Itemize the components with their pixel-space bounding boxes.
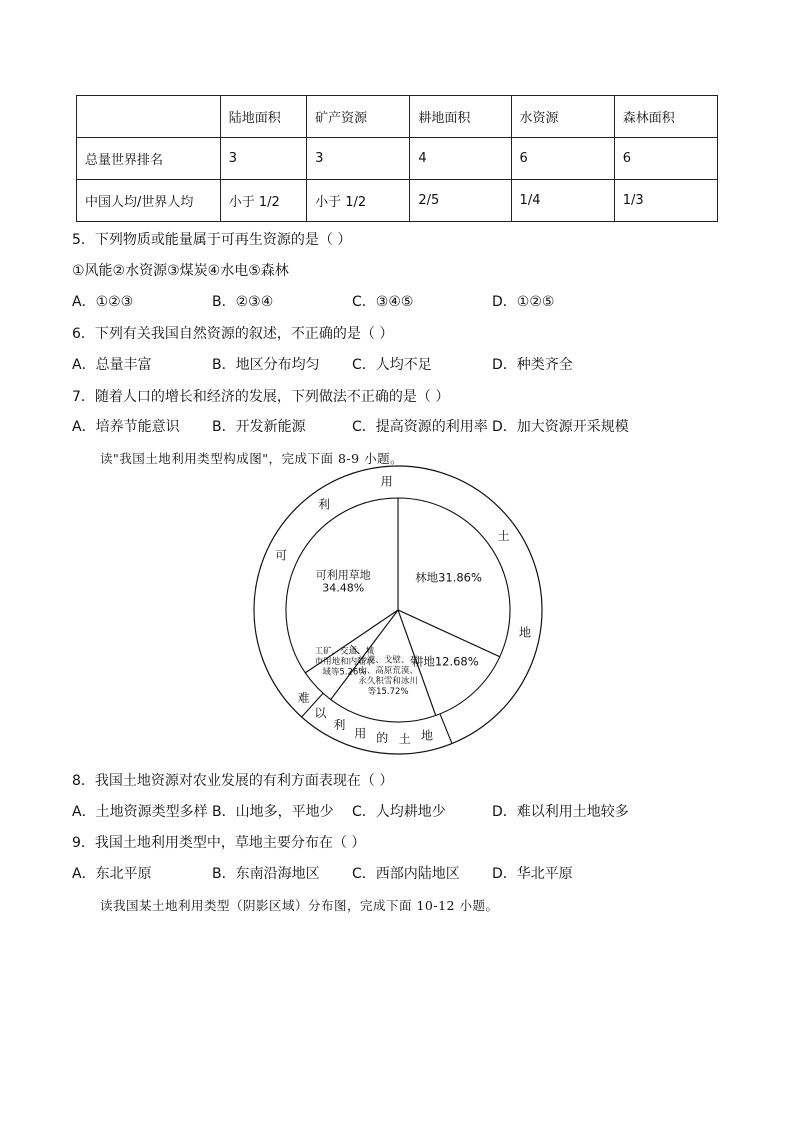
option-d: D．华北平原 (492, 866, 573, 882)
map-intro: 读我国某土地利用类型（阴影区域）分布图，完成下面 10-12 小题。 (100, 898, 499, 913)
table-header-cell: 矿产资源 (307, 96, 410, 138)
table-cell: 小于 1/2 (307, 180, 410, 222)
table-cell: 4 (410, 138, 511, 180)
ring-label-usable: 利 (318, 497, 331, 512)
table-cell: 3 (307, 138, 410, 180)
option-c: C．西部内陆地区 (352, 866, 460, 882)
option-d: D．加大资源开采规模 (492, 419, 629, 435)
table-cell: 3 (220, 138, 306, 180)
option-b: B．②③④ (212, 294, 274, 310)
option-b: B．山地多，平地少 (212, 804, 334, 820)
option-d: D．难以利用土地较多 (492, 804, 629, 820)
option-c: C．人均不足 (352, 357, 432, 373)
slice-label: 工矿，交通、城 (314, 646, 375, 657)
option-b: B．地区分布均匀 (212, 357, 320, 373)
table-header-cell: 森林面积 (614, 96, 717, 138)
ring-label-usable: 用 (380, 474, 393, 489)
table-cell: 1/3 (614, 180, 717, 222)
ring-label-usable: 地 (519, 625, 532, 640)
ring-label-unusable: 用 (354, 726, 367, 741)
table-header-cell (77, 96, 221, 138)
question-5-stem: 5．下列物质或能量属于可再生资源的是（ ） (72, 232, 352, 248)
table-header-cell: 水资源 (511, 96, 614, 138)
ring-label-usable: 土 (497, 529, 510, 544)
option-b: B．东南沿海地区 (212, 866, 320, 882)
ring-label-unusable: 以 (314, 706, 327, 721)
table-cell: 1/4 (511, 180, 614, 222)
table-header-cell: 耕地面积 (410, 96, 511, 138)
slice-label: 域等5.26% (322, 667, 367, 678)
question-6-stem: 6．下列有关我国自然资源的叙述，不正确的是（ ） (72, 326, 394, 342)
slice-label: 永久积雪和冰川 (358, 676, 418, 687)
slice-label: 可利用草地 (315, 568, 371, 582)
ring-label-unusable: 难 (297, 690, 310, 705)
ring-label-unusable: 地 (421, 728, 434, 743)
option-a: A．总量丰富 (72, 357, 152, 373)
option-a: A．培养节能意识 (72, 419, 180, 435)
option-a: A．东北平原 (72, 866, 152, 882)
option-a: A．土地资源类型多样 (72, 804, 208, 820)
slice-label: 山、高原荒漠、 (358, 665, 418, 676)
table-cell: 总量世界排名 (77, 138, 221, 180)
table-cell: 小于 1/2 (220, 180, 306, 222)
option-c: C．③④⑤ (352, 294, 414, 310)
slice-label: 34.48% (322, 581, 365, 595)
land-use-pie-chart (250, 462, 546, 758)
ring-label-unusable: 的 (376, 731, 389, 746)
table-header-row (77, 96, 718, 138)
option-b: B．开发新能源 (212, 419, 306, 435)
table-cell: 中国人均/世界人均 (77, 180, 221, 222)
slice-label: 耕地12.68% (411, 654, 479, 669)
question-5-items: ①风能②水资源③煤炭④水电⑤森林 (72, 263, 289, 279)
option-a: A．①②③ (72, 294, 134, 310)
ring-label-usable: 可 (275, 548, 288, 563)
option-d: D．种类齐全 (492, 357, 573, 373)
option-c: C．人均耕地少 (352, 804, 446, 820)
table-header-cell: 陆地面积 (220, 96, 306, 138)
ring-label-unusable: 土 (398, 731, 411, 746)
chart-intro: 读"我国土地利用类型构成图"，完成下面 8-9 小题。 (100, 451, 404, 466)
option-d: D．①②⑤ (492, 294, 555, 310)
table-cell: 2/5 (410, 180, 511, 222)
question-8-stem: 8．我国土地资源对农业发展的有利方面表现在（ ） (72, 773, 394, 789)
slice-label: 市用地和内陆水 (314, 657, 375, 668)
table-cell: 6 (614, 138, 717, 180)
question-9-stem: 9．我国土地利用类型中，草地主要分布在（ ） (72, 835, 366, 851)
resource-table (76, 95, 718, 222)
slice-label: 林地31.86% (415, 570, 482, 585)
table-cell: 6 (511, 138, 614, 180)
table-row (77, 138, 718, 180)
ring-label-unusable: 利 (333, 717, 346, 732)
option-c: C．提高资源的利用率 (352, 419, 488, 435)
table-row (77, 180, 718, 222)
slice-label: 沙漠、戈壁、石 (358, 655, 418, 666)
slice-label: 等15.72% (367, 686, 409, 697)
question-7-stem: 7．随着人口的增长和经济的发展，下列做法不正确的是（ ） (72, 389, 450, 405)
